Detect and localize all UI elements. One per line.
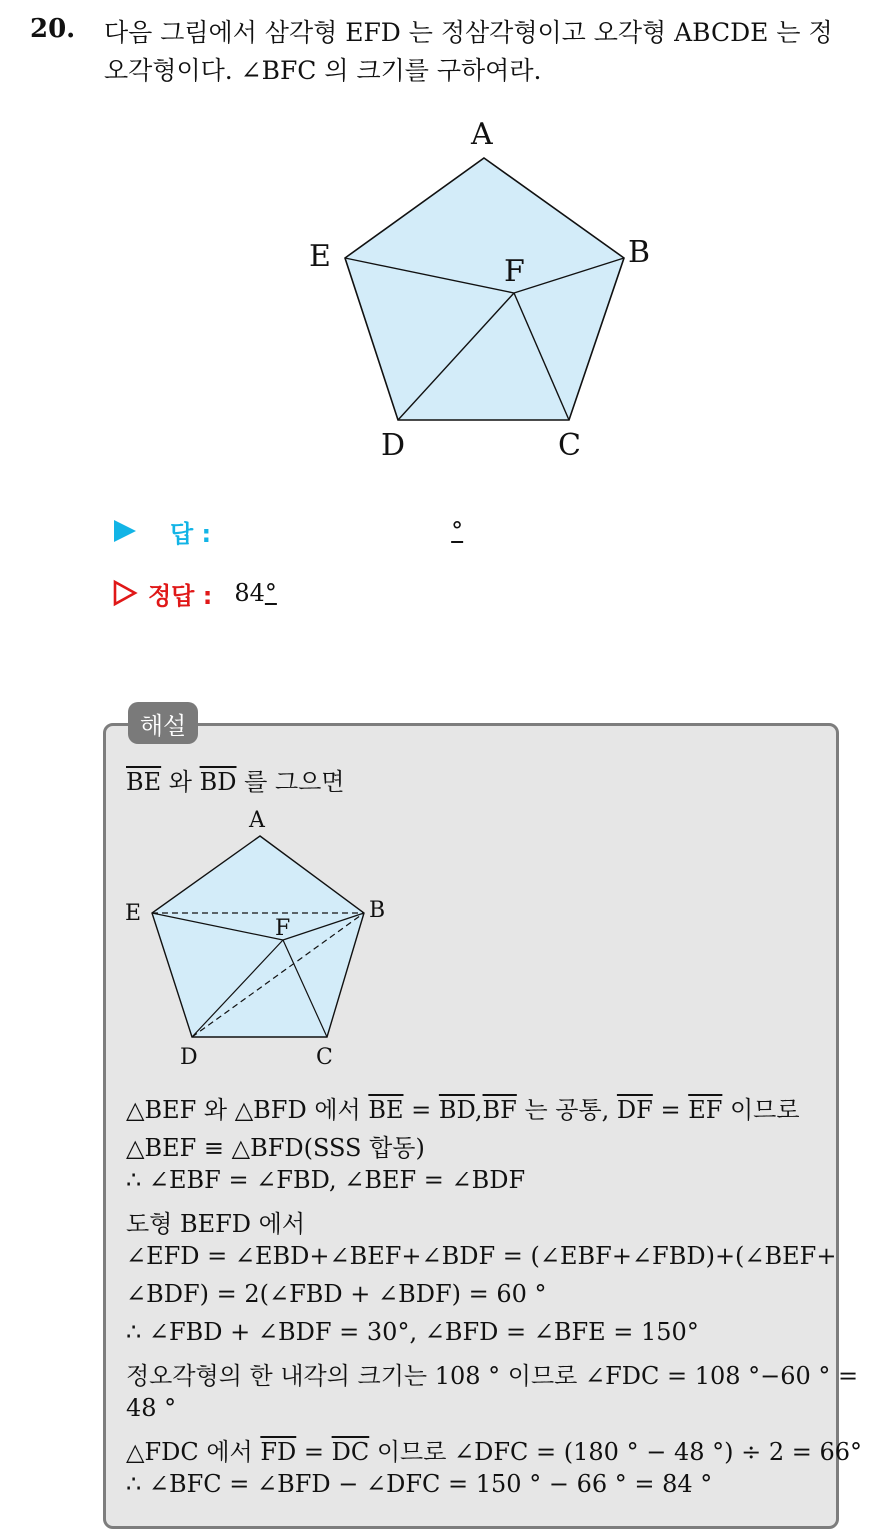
answer-label: 답 : [170,519,212,548]
segment-FD-text: $\overline{FD}$ [260,1438,297,1466]
text-part: △BEF 와 △BFD 에서 [126,1096,369,1124]
vertex-label-E: E [125,901,142,926]
solution-line-12: ∴ ∠BFC = ∠BFD − ∠DFC = 150 ° − 66 ° = 84 ° [126,1470,713,1498]
text-part: 는 공통, [516,1096,617,1124]
vertex-label-D: D [180,1045,198,1070]
segment-BE-text: $\overline{BE}$ [368,1096,404,1124]
question-line-1: 다음 그림에서 삼각형 EFD 는 정삼각형이고 오각형 ABCDE 는 정 [104,18,833,47]
answer-row [112,514,512,548]
text-part: 이므로 [722,1096,800,1124]
vertex-label-A: A [471,117,493,152]
segment-BF-text: $\overline{BF}$ [482,1096,517,1124]
vertex-label-A: A [249,808,265,833]
segment-DF-text: $\overline{DF}$ [616,1096,653,1124]
text-part: = [652,1096,689,1124]
solution-line-11 [126,1432,862,1467]
solution-line-6: ∠EFD = ∠EBD+∠BEF+∠BDF = (∠EBF+∠FBD)+(∠BEF+ [126,1242,837,1270]
vertex-label-B: B [628,235,651,270]
solution-line-8: ∴ ∠FBD + ∠BDF = 30°, ∠BFD = ∠BFE = 150° [126,1318,699,1346]
vertex-label-E: E [309,239,331,274]
question-number: 20. [30,14,76,44]
solution-line-1 [126,762,345,797]
segment-BD-text: $\overline{BD}$ [199,768,237,796]
solution-tag: 해설 [128,702,198,744]
text-part: = [296,1438,332,1466]
solution-line-7: ∠BDF) = 2(∠FBD + ∠BDF) = 60 ° [126,1280,547,1308]
text-part: 와 [161,768,200,796]
solution-line-10: 48 ° [126,1394,177,1422]
pentagon-figure [300,110,680,470]
pentagon-shape [345,158,624,420]
text-part: 이므로 ∠DFC = (180 ° − 48 °) ÷ 2 = 66° [369,1438,863,1466]
vertex-label-F: F [275,916,291,941]
segment-DC-text: $\overline{DC}$ [331,1438,370,1466]
play-triangle-icon [112,518,138,544]
solution-line-4: ∴ ∠EBF = ∠FBD, ∠BEF = ∠BDF [126,1166,526,1194]
text-part: 를 그으면 [236,768,345,796]
solution-line-2 [126,1090,800,1125]
segment-BD-text: $\overline{BD}$ [438,1096,475,1124]
outline-triangle-icon [112,579,138,607]
solution-line-9: 정오각형의 한 내각의 크기는 108 ° 이므로 ∠FDC = 108 °−60 ° = [126,1362,859,1390]
question-text [104,14,864,90]
answer-input[interactable]: ° [451,517,464,545]
solution-line-3: △BEF ≡ △BFD(SSS 합동) [126,1134,425,1162]
correct-degree: ° [264,579,277,607]
text-part: = [403,1096,439,1124]
segment-BE-text: $\overline{BE}$ [126,768,162,796]
solution-pentagon-figure [118,805,408,1075]
correct-answer-row [112,576,412,610]
correct-label: 정답 : [148,581,213,610]
vertex-label-C: C [558,428,581,463]
text-part: △FDC 에서 [126,1438,261,1466]
segment-EF-text: $\overline{EF}$ [688,1096,723,1124]
question-line-2: 오각형이다. ∠BFC 의 크기를 구하여라. [104,56,542,85]
vertex-label-B: B [369,898,386,923]
vertex-label-D: D [381,428,406,463]
vertex-label-C: C [316,1045,333,1070]
solution-line-5: 도형 BEFD 에서 [126,1210,306,1238]
vertex-label-F: F [504,254,525,289]
correct-value: 84 [234,579,265,607]
text-part: , [474,1096,483,1124]
